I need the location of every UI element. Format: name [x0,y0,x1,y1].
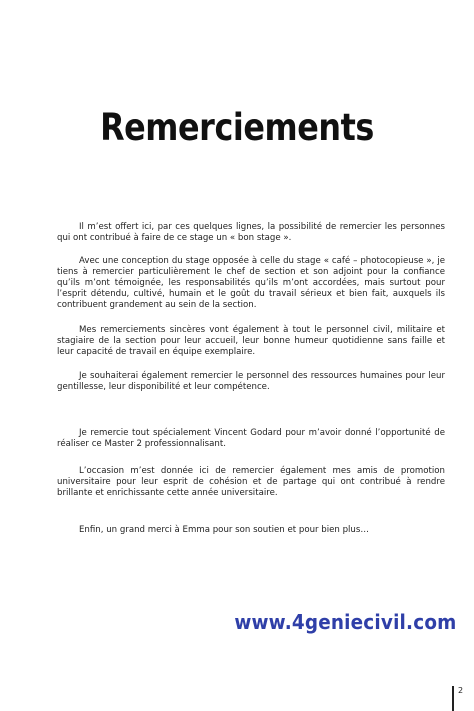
paragraph-human-resources: Je souhaiterai également remercier le personnel des ressources humaines pour leur gentillesse, leur disponibilité et leur compétence. [57,371,445,392]
page-number: 2 [458,686,464,695]
page-title: Remerciements [100,106,374,149]
paragraph-personnel: Mes remerciements sincères vont également à tout le personnel civil, militaire et stagiaire de la section pour leur accueil, leur bonne humeur quotidienne sans faille et leur capacité de travail en équipe exemplaire. [57,325,445,357]
paragraph-intro: Il m’est offert ici, par ces quelques lignes, la possibilité de remercier les personnes qui ont contribué à faire de ce stage un « bon stage ». [57,222,445,243]
page-number-divider [452,686,454,711]
paragraph-emma: Enfin, un grand merci à Emma pour son soutien et pour bien plus… [79,525,369,535]
website-watermark[interactable]: www.4geniecivil.com [233,610,456,634]
paragraph-classmates: L’occasion m’est donnée ici de remercier également mes amis de promotion universitaire pour leur esprit de cohésion et de partage qui ont contribué à rendre brillante et enrichissante cette année universitaire. [57,466,445,498]
paragraph-section-chief: Avec une conception du stage opposée à celle du stage « café – photocopieuse », je tiens à remercier particulièrement le chef de section et son adjoint pour la confiance qu’ils m’ont témoignée, les responsabilités qu’ils m’ont accordées, mais surtout pour l’esprit détendu, cultivé, humain et le goût du travail sérieux et bien fait, auxquels ils contribuent grandement au sein de la section. [57,256,445,310]
paragraph-vincent-godard: Je remercie tout spécialement Vincent Godard pour m’avoir donné l’opportunité de réaliser ce Master 2 professionnalisant. [57,428,445,449]
